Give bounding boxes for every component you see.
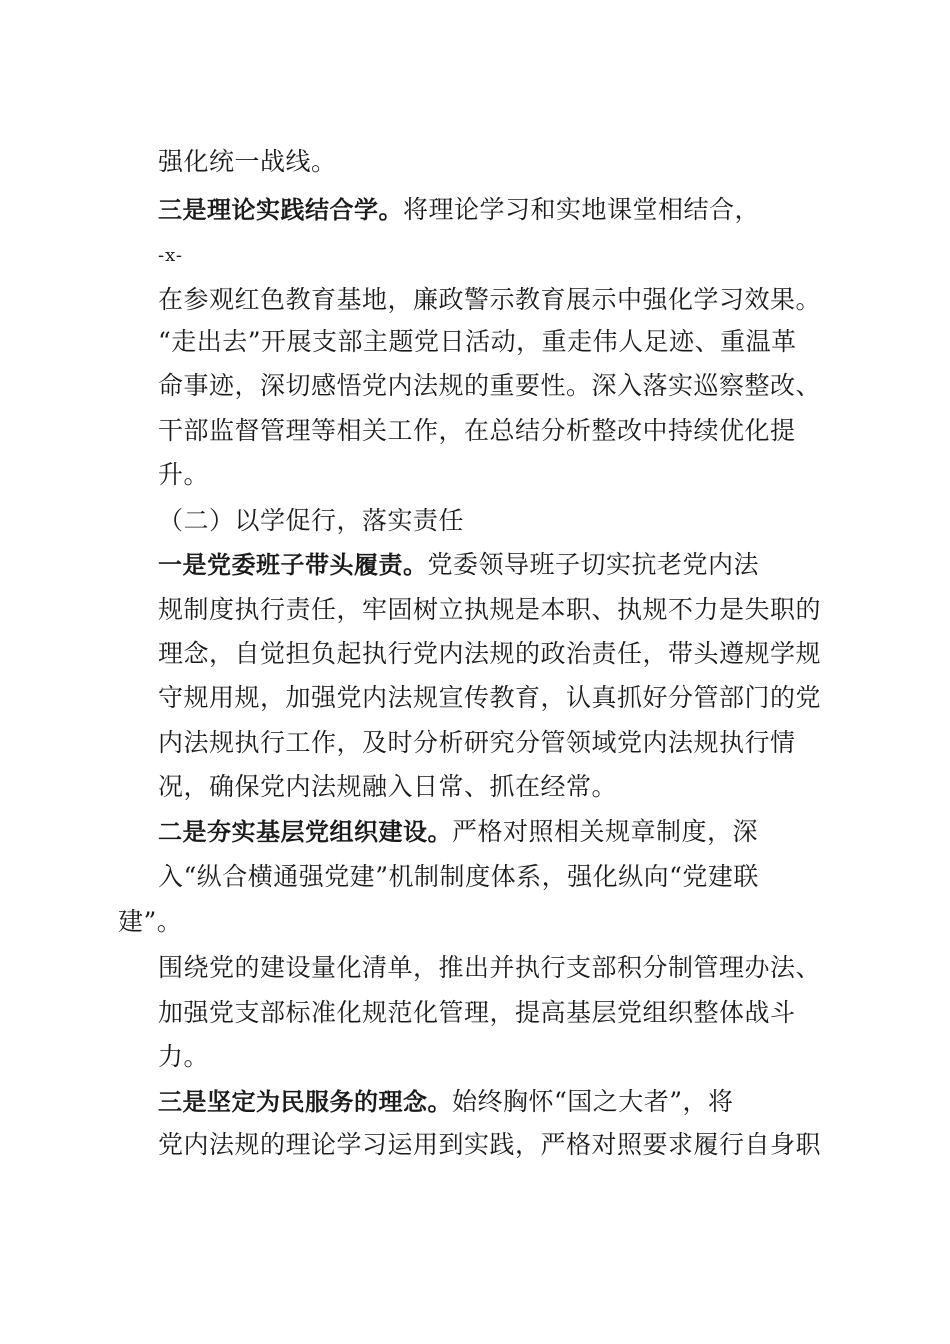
- text-line: [158, 192, 760, 228]
- text-line: [158, 144, 337, 180]
- section-heading: [158, 503, 464, 539]
- line-text: “走出去”开展支部主题党日活动，重走伟人足迹、重温革: [158, 327, 797, 356]
- text-line: [158, 1084, 734, 1120]
- line-lead-heading: 二是夯实基层党组织建设。: [158, 818, 452, 846]
- text-line: [158, 680, 821, 716]
- line-text: 党内法规的理论学习运用到实践，严格对照要求履行自身职: [158, 1130, 822, 1159]
- text-line: [158, 282, 821, 318]
- text-line: [158, 592, 821, 628]
- page-marker: -x-: [158, 245, 183, 266]
- text-line: [158, 859, 759, 895]
- text-line: [158, 995, 796, 1031]
- text-line: [158, 636, 821, 672]
- text-line: [158, 769, 617, 805]
- text-line: [158, 814, 758, 850]
- line-text: 党委领导班子切实抗老党内法: [427, 550, 760, 579]
- text-line: [158, 457, 209, 493]
- line-text: 命事迹，深切感悟党内法规的重要性。深入落实巡察整改、: [158, 371, 822, 400]
- line-text: 始终胸怀“国之大者”，将: [452, 1087, 734, 1116]
- line-lead-heading: 三是理论实践结合学。: [158, 196, 403, 224]
- line-lead-heading: 三是坚定为民服务的理念。: [158, 1088, 452, 1116]
- line-text: 入“纵合横通强党建”机制制度体系，强化纵向“党建联: [158, 862, 759, 891]
- line-text: 将理论学习和实地课堂相结合，: [403, 195, 761, 224]
- line-lead-heading: 一是党委班子带头履责。: [158, 551, 428, 579]
- text-line: [158, 1127, 821, 1163]
- text-line: [158, 725, 796, 761]
- line-text: 建”。: [118, 907, 183, 936]
- line-text: 况，确保党内法规融入日常、抓在经常。: [158, 772, 618, 801]
- line-text: 严格对照相关规章制度，深: [452, 817, 759, 846]
- text-line: [158, 950, 821, 986]
- text-line: [118, 904, 182, 940]
- line-text: 内法规执行工作，及时分析研究分管领域党内法规执行情: [158, 728, 796, 757]
- line-text: 规制度执行责任，牢固树立执规是本职、执规不力是失职的: [158, 595, 822, 624]
- line-text: 在参观红色教育基地，廉政警示教育展示中强化学习效果。: [158, 285, 822, 314]
- text-line: [158, 324, 797, 360]
- line-text: 升。: [158, 460, 210, 489]
- line-text: （二）以学促行，落实责任: [158, 506, 465, 535]
- line-text: 力。: [158, 1042, 210, 1071]
- line-text: 理念，自觉担负起执行党内法规的政治责任，带头遵规学规: [158, 639, 822, 668]
- line-text: 围绕党的建设量化清单，推出并执行支部积分制管理办法、: [158, 953, 822, 982]
- text-line: [158, 413, 796, 449]
- text-line: [158, 368, 821, 404]
- line-text: 守规用规，加强党内法规宣传教育，认真抓好分管部门的党: [158, 683, 822, 712]
- line-text: 干部监督管理等相关工作，在总结分析整改中持续优化提: [158, 416, 796, 445]
- text-line: [158, 1039, 209, 1075]
- line-text: 加强党支部标准化规范化管理，提高基层党组织整体战斗: [158, 998, 796, 1027]
- text-line: [158, 547, 759, 583]
- line-text: 强化统一战线。: [158, 147, 337, 176]
